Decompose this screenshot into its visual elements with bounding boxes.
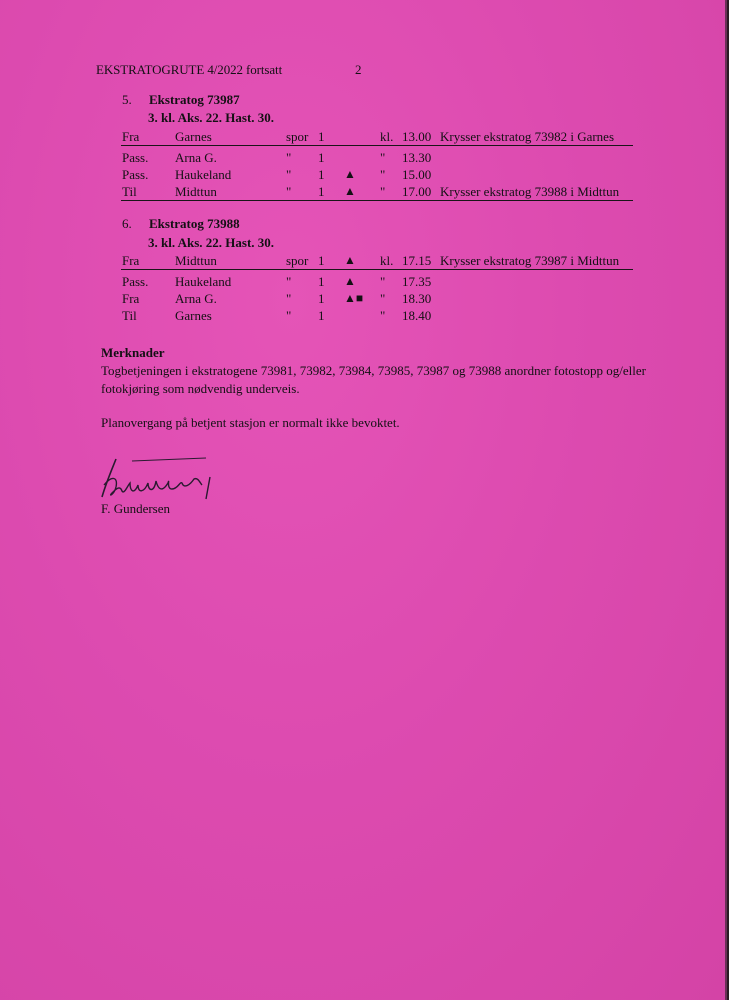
remarks-title: Merknader [101, 345, 165, 360]
timetable-row [0, 291, 729, 308]
signature-name: F. Gundersen [101, 501, 171, 516]
row-type: Fra [122, 291, 140, 306]
page-number: 2 [355, 62, 362, 77]
row-time: 17.00 [402, 184, 432, 199]
row-kl: " [380, 184, 386, 199]
row-time: 13.00 [402, 129, 432, 144]
row-kl: " [380, 167, 386, 182]
row-track: 1 [318, 167, 325, 182]
row-time: 17.35 [402, 274, 432, 289]
row-type: Pass. [122, 167, 149, 182]
row-spor: spor [286, 129, 309, 144]
row-symbol: ▲ [344, 184, 356, 198]
timetable-row [0, 184, 729, 201]
row-track: 1 [318, 274, 325, 289]
row-station: Arna G. [175, 291, 217, 306]
section-heading [122, 216, 240, 232]
row-track: 1 [318, 184, 325, 199]
timetable-row [0, 308, 729, 325]
row-spor: " [286, 308, 292, 323]
row-type: Fra [122, 129, 140, 144]
row-kl: " [380, 150, 386, 165]
row-track: 1 [318, 291, 325, 306]
row-spor: spor [286, 253, 309, 268]
row-symbol: ▲ [344, 274, 356, 288]
remarks-paragraph: Togbetjeningen i ekstratogene 73981, 73982, 73984, 73985, 73987 og 73988 anordner fotostopp og/eller fotokjøring som nødvendig underveis. [101, 363, 646, 396]
row-symbol: ▲ [344, 167, 356, 181]
row-type: Pass. [122, 150, 149, 165]
row-spor: " [286, 150, 292, 165]
row-symbol: ▲■ [344, 291, 364, 305]
row-type: Pass. [122, 274, 149, 289]
timetable-row [0, 253, 729, 270]
section-subtitle: 3. kl. Aks. 22. Hast. 30. [148, 110, 275, 125]
timetable-row [0, 150, 729, 167]
row-track: 1 [318, 150, 325, 165]
row-spor: " [286, 274, 292, 289]
row-station: Haukeland [175, 167, 232, 182]
row-kl: kl. [380, 253, 394, 268]
row-kl: kl. [380, 129, 394, 144]
row-type: Til [122, 184, 137, 199]
row-spor: " [286, 291, 292, 306]
row-time: 18.40 [402, 308, 432, 323]
row-station: Arna G. [175, 150, 217, 165]
timetable-row [0, 129, 729, 146]
row-kl: " [380, 274, 386, 289]
row-station: Haukeland [175, 274, 232, 289]
section-heading [122, 92, 240, 108]
row-track: 1 [318, 308, 325, 323]
row-time: 13.30 [402, 150, 432, 165]
row-station: Midttun [175, 253, 217, 268]
section-subtitle: 3. kl. Aks. 22. Hast. 30. [148, 235, 275, 250]
section-number: 5. [122, 92, 132, 107]
row-station: Garnes [175, 308, 212, 323]
row-type: Fra [122, 253, 140, 268]
timetable-row [0, 167, 729, 184]
section-number: 6. [122, 216, 132, 231]
row-spor: " [286, 167, 292, 182]
row-note: Krysser ekstratog 73988 i Midttun [440, 184, 620, 199]
row-type: Til [122, 308, 137, 323]
row-spor: " [286, 184, 292, 199]
handwritten-signature [98, 455, 228, 503]
document-title: EKSTRATOGRUTE 4/2022 fortsatt [96, 62, 283, 77]
row-kl: " [380, 291, 386, 306]
section-title: Ekstratog 73988 [149, 216, 240, 231]
row-station: Garnes [175, 129, 212, 144]
row-time: 18.30 [402, 291, 432, 306]
row-station: Midttun [175, 184, 217, 199]
row-note: Krysser ekstratog 73987 i Midttun [440, 253, 620, 268]
row-time: 17.15 [402, 253, 432, 268]
remarks-paragraph: Planovergang på betjent stasjon er normalt ikke bevoktet. [101, 415, 400, 430]
row-kl: " [380, 308, 386, 323]
row-track: 1 [318, 129, 325, 144]
row-symbol: ▲ [344, 253, 356, 267]
page-header [96, 62, 362, 78]
timetable-row [0, 274, 729, 291]
row-note: Krysser ekstratog 73982 i Garnes [440, 129, 615, 144]
row-track: 1 [318, 253, 325, 268]
row-time: 15.00 [402, 167, 432, 182]
section-title: Ekstratog 73987 [149, 92, 240, 107]
